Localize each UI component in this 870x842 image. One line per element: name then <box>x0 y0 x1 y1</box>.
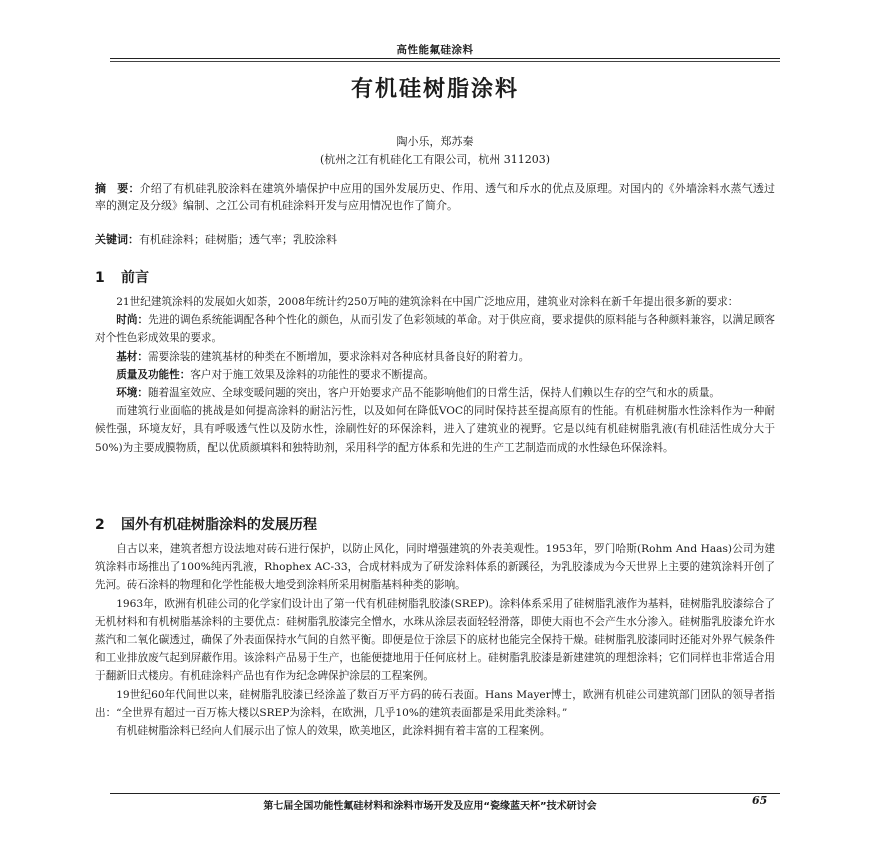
keywords-label: 关键词： <box>95 233 139 246</box>
keywords <box>95 231 775 248</box>
authors: 陶小乐，郑苏秦 <box>396 135 474 148</box>
section-heading-1 <box>95 267 149 287</box>
paragraph-term: 时尚： <box>116 314 149 327</box>
paragraph-term: 质量及功能性： <box>116 368 191 381</box>
paragraph <box>95 722 775 740</box>
section-title: 国外有机硅树脂涂料的发展历程 <box>121 517 317 533</box>
paragraph-text: 客户对于施工效果及涂料的功能性的要求不断提高。 <box>190 368 434 381</box>
abstract <box>95 180 775 214</box>
conference-footer: 第七届全国功能性氟硅材料和涂料市场开发及应用“瓷缘蓝天杯”技术研讨会 <box>263 801 597 812</box>
paragraph-text: 自古以来，建筑者想方设法地对砖石进行保护，以防止风化，同时增强建筑的外表美观性。1953年，罗门哈斯(Rohm And Haas)公司为建筑涂料市场推出了100%纯丙乳液，Rhophex AC-33，合成材料成为了研发涂料体系的新蹊径，为乳胶漆成为今天世界上主要的建筑涂料开创了先河。砖石涂料的物理和化学性能极大地受到涂料所采用树脂基料种类的影响。 <box>95 543 775 592</box>
paper-title: 有机硅树脂涂料 <box>350 77 519 102</box>
abstract-text: 介绍了有机硅乳胶涂料在建筑外墙保护中应用的国外发展历史、作用、透气和斥水的优点及原理。对国内的《外墙涂料水蒸气透过率的测定及分级》编制、之江公司有机硅涂料开发与应用情况也作了简介。 <box>95 182 776 212</box>
keywords-text: 有机硅涂料；硅树脂；透气率；乳胶涂料 <box>139 233 337 246</box>
abstract-label: 摘 要： <box>95 182 140 195</box>
page-number: 65 <box>752 794 768 807</box>
affiliation: (杭州之江有机硅化工有限公司，杭州 311203) <box>319 153 551 166</box>
header-rule-thin <box>110 61 780 62</box>
section-number: 1 <box>95 270 105 286</box>
paragraph-text: 而建筑行业面临的挑战是如何提高涂料的耐沾污性，以及如何在降低VOC的同时保持甚至提高原有的性能。有机硅树脂水性涂料作为一种耐候性强，环境友好，具有呼吸透气性以及防水性，涂刷性好的环保涂料，进入了建筑业的视野。它是以纯有机硅树脂乳液(有机硅活性成分大于 50%)为主要成膜物质，配以优质颜填料和独特助剂，采用科学的配方体系和先进的生产工艺制造而成的水性绿色环保涂料。 <box>95 405 775 454</box>
section-heading-2 <box>95 514 317 534</box>
paragraph <box>95 348 775 366</box>
section-title: 前言 <box>121 270 149 286</box>
paragraph-text: 随着温室效应、全球变暖问题的突出，客户开始要求产品不能影响他们的日常生活，保持人们赖以生存的空气和水的质量。 <box>147 387 721 400</box>
running-header: 高性能氟硅涂料 <box>396 44 474 56</box>
paragraph <box>95 595 775 686</box>
paragraph <box>95 540 775 595</box>
section-body-1 <box>95 293 775 457</box>
section-body-2 <box>95 540 775 740</box>
paragraph-term: 基材： <box>116 350 148 363</box>
section-number: 2 <box>95 517 105 533</box>
paragraph <box>95 384 775 402</box>
paragraph <box>95 311 775 347</box>
paragraph-text: 19世纪60年代间世以来，硅树脂乳胶漆已经涂盖了数百万平方码的砖石表面。Hans Mayer博士，欧洲有机硅公司建筑部门团队的领导者指出：“全世界有超过一百万栋大楼以SREP为涂料，在欧洲，几乎10%的建筑表面都是采用此类涂料。” <box>95 688 775 719</box>
paragraph-text: 先进的调色系统能调配各种个性化的颜色，从而引发了色彩领域的革命。对于供应商，要求提供的原料能与各种颜料兼容，以满足顾客对个性色彩成效果的要求。 <box>95 314 776 345</box>
paragraph-text: 1963年，欧洲有机硅公司的化学家们设计出了第一代有机硅树脂乳胶漆(SREP)。涂料体系采用了硅树脂乳液作为基料，硅树脂乳胶漆综合了无机材料和有机树脂基涂料的主要优点：硅树脂乳胶漆完全憎水，水珠从涂层表面轻轻滑落，即使大雨也不会产生水分渗入。硅树脂乳胶漆允许水蒸汽和二氧化碳透过，确保了外表面保持水气间的自然平衡。即便是位于涂层下的底材也能完全保持干燥。硅树脂乳胶漆同时还能对外界气候条件和工业排放废气起到屏蔽作用。该涂料产品易于生产，也能便捷地用于任何底材上。硅树脂乳胶漆是新建建筑的理想涂料；它们同样也非常适合用于翻新旧式楼房。有机硅涂料产品也有作为纪念碑保护涂层的工程案例。 <box>95 597 775 683</box>
paragraph-term: 环境： <box>116 387 148 400</box>
paragraph <box>95 686 775 722</box>
paragraph-text: 21世纪建筑涂料的发展如火如荼，2008年统计约250万吨的建筑涂料在中国广泛地应用，建筑业对涂料在新千年提出很多新的要求： <box>116 296 739 308</box>
header-rule <box>110 58 780 59</box>
paragraph <box>95 366 775 384</box>
footer-rule <box>110 793 780 794</box>
paragraph <box>95 293 775 311</box>
paragraph <box>95 402 775 457</box>
paragraph-text: 需要涂装的建筑基材的种类在不断增加，要求涂料对各种底材具备良好的附着力。 <box>147 350 530 363</box>
paragraph-text: 有机硅树脂涂料已经向人们展示出了惊人的效果，欧美地区，此涂料拥有着丰富的工程案例。 <box>116 725 551 738</box>
